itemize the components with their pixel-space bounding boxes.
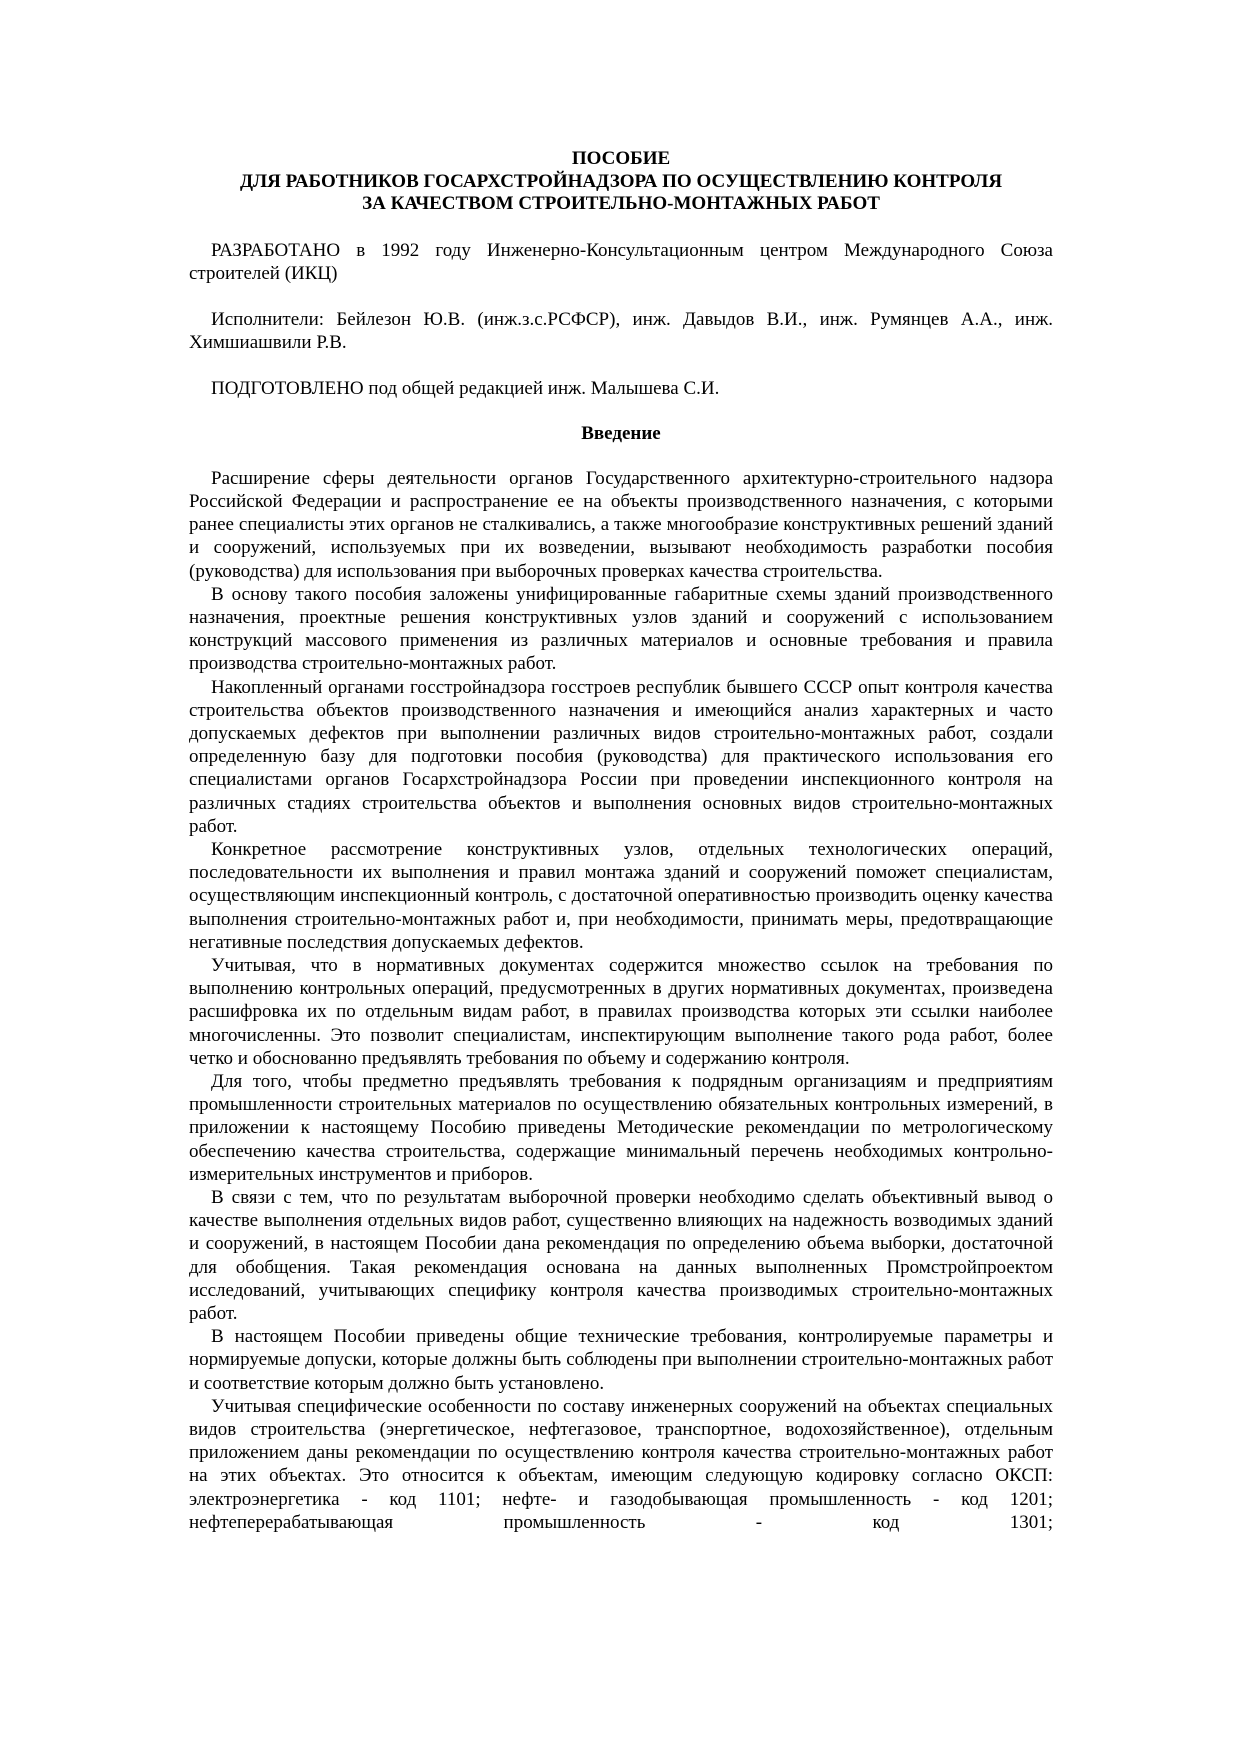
paragraph: В настоящем Пособии приведены общие технические требования, контролируемые параметры и нормируемые допуски, которые должны быть соблюдены при выполнении строительно-монтажных работ и соответствие которым должно быть установлено. — [189, 1326, 1053, 1394]
paragraph: Расширение сферы деятельности органов Государственного архитектурно-строительного надзора Российской Федерации и распространение ее на объекты производственного назначения, с которыми ранее специалисты этих органов не сталкивались, а также многообразие конструктивных решений зданий и сооружений, используемых при их возведении, вызывают необходимость разработки пособия (руководства) для использования при выборочных проверках качества строительства. — [189, 467, 1053, 582]
paragraph: Учитывая, что в нормативных документах содержится множество ссылок на требования по выполнению контрольных операций, предусмотренных в других нормативных документах, произведена расшифровка их по отдельным видам работ, в правилах производства которых эти ссылки наиболее многочисленны. Это позволит специалистам, инспектирующим выполнение такого рода работ, более четко и обоснованно предъявлять требования по объему и содержанию контроля. — [189, 954, 1053, 1069]
title-line-1: ПОСОБИЕ — [571, 148, 671, 169]
paragraph: Учитывая специфические особенности по составу инженерных сооружений на объектах специальных видов строительства (энергетическое, нефтегазовое, транспортное, водохозяйственное), отдельным приложением даны рекомендации по осуществлению контроля качества строительно-монтажных работ на этих объектах. Это относится к объектам, имеющим следующую кодировку согласно ОКСП: электроэнергетика - код 1101; нефте- и газодобывающая промышленность - код 1201; нефтеперерабатывающая промышленность - код 1301; — [189, 1395, 1053, 1533]
document-body — [189, 467, 1053, 1534]
paragraph: Для того, чтобы предметно предъявлять требования к подрядным организациям и предприятиям промышленности строительных материалов по осуществлению обязательных контрольных измерений, в приложении к настоящему Пособию приведены Методические рекомендации по метрологическому обеспечению качества строительства, содержащие минимальный перечень необходимых контрольно-измерительных инструментов и приборов. — [189, 1071, 1053, 1185]
section-heading: Введение — [581, 422, 661, 444]
paragraph: Конкретное рассмотрение конструктивных узлов, отдельных технологических операций, последовательности их выполнения и правил монтажа зданий и сооружений поможет специалистам, осуществляющим инспекционный контроль, с достаточной оперативностью производить оценку качества выполнения строительно-монтажных работ и, при необходимости, принимать меры, предотвращающие негативные последствия допускаемых дефектов. — [189, 838, 1053, 953]
authors: Исполнители: Бейлезон Ю.В. (инж.з.с.РСФСР), инж. Давыдов В.И., инж. Румянцев А.А., инж. Химшиашвили Р.В. — [189, 308, 1053, 354]
developed-by: РАЗРАБОТАНО в 1992 году Инженерно-Консультационным центром Международного Союза строителей (ИКЦ) — [189, 239, 1053, 284]
title-line-3: ЗА КАЧЕСТВОМ СТРОИТЕЛЬНО-МОНТАЖНЫХ РАБОТ — [362, 193, 880, 214]
prepared-by: ПОДГОТОВЛЕНО под общей редакцией инж. Малышева С.И. — [211, 378, 720, 400]
document-page — [189, 148, 1053, 1534]
document-meta — [189, 239, 1053, 401]
paragraph: В основу такого пособия заложены унифицированные габаритные схемы зданий производственного назначения, проектные решения конструктивных узлов зданий и сооружений с использованием конструкций массового применения из различных материалов и основные требования и правила производства строительно-монтажных работ. — [189, 583, 1053, 675]
paragraph: Накопленный органами госстройнадзора госстроев республик бывшего СССР опыт контроля качества строительства объектов производственного назначения и имеющийся анализ характерных и часто допускаемых дефектов при выполнении различных видов строительно-монтажных работ, создали определенную базу для подготовки пособия (руководства) для практического использования его специалистами органов Госархстройнадзора России при проведении инспекционного контроля на различных стадиях строительства объектов и выполнения основных видов строительно-монтажных работ. — [189, 676, 1053, 837]
title-line-2: ДЛЯ РАБОТНИКОВ ГОСАРХСТРОЙНАДЗОРА ПО ОСУЩЕСТВЛЕНИЮ КОНТРОЛЯ — [239, 170, 1003, 192]
paragraph: В связи с тем, что по результатам выборочной проверки необходимо сделать объективный вывод о качестве выполнения отдельных видов работ, существенно влияющих на надежность возводимых зданий и сооружений, в настоящем Пособии дана рекомендация по определению объема выборки, достаточной для обобщения. Такая рекомендация основана на данных выполненных Промстройпроектом исследований, учитывающих специфику контроля качества производимых строительно-монтажных работ. — [189, 1187, 1053, 1325]
document-title — [189, 148, 1053, 216]
